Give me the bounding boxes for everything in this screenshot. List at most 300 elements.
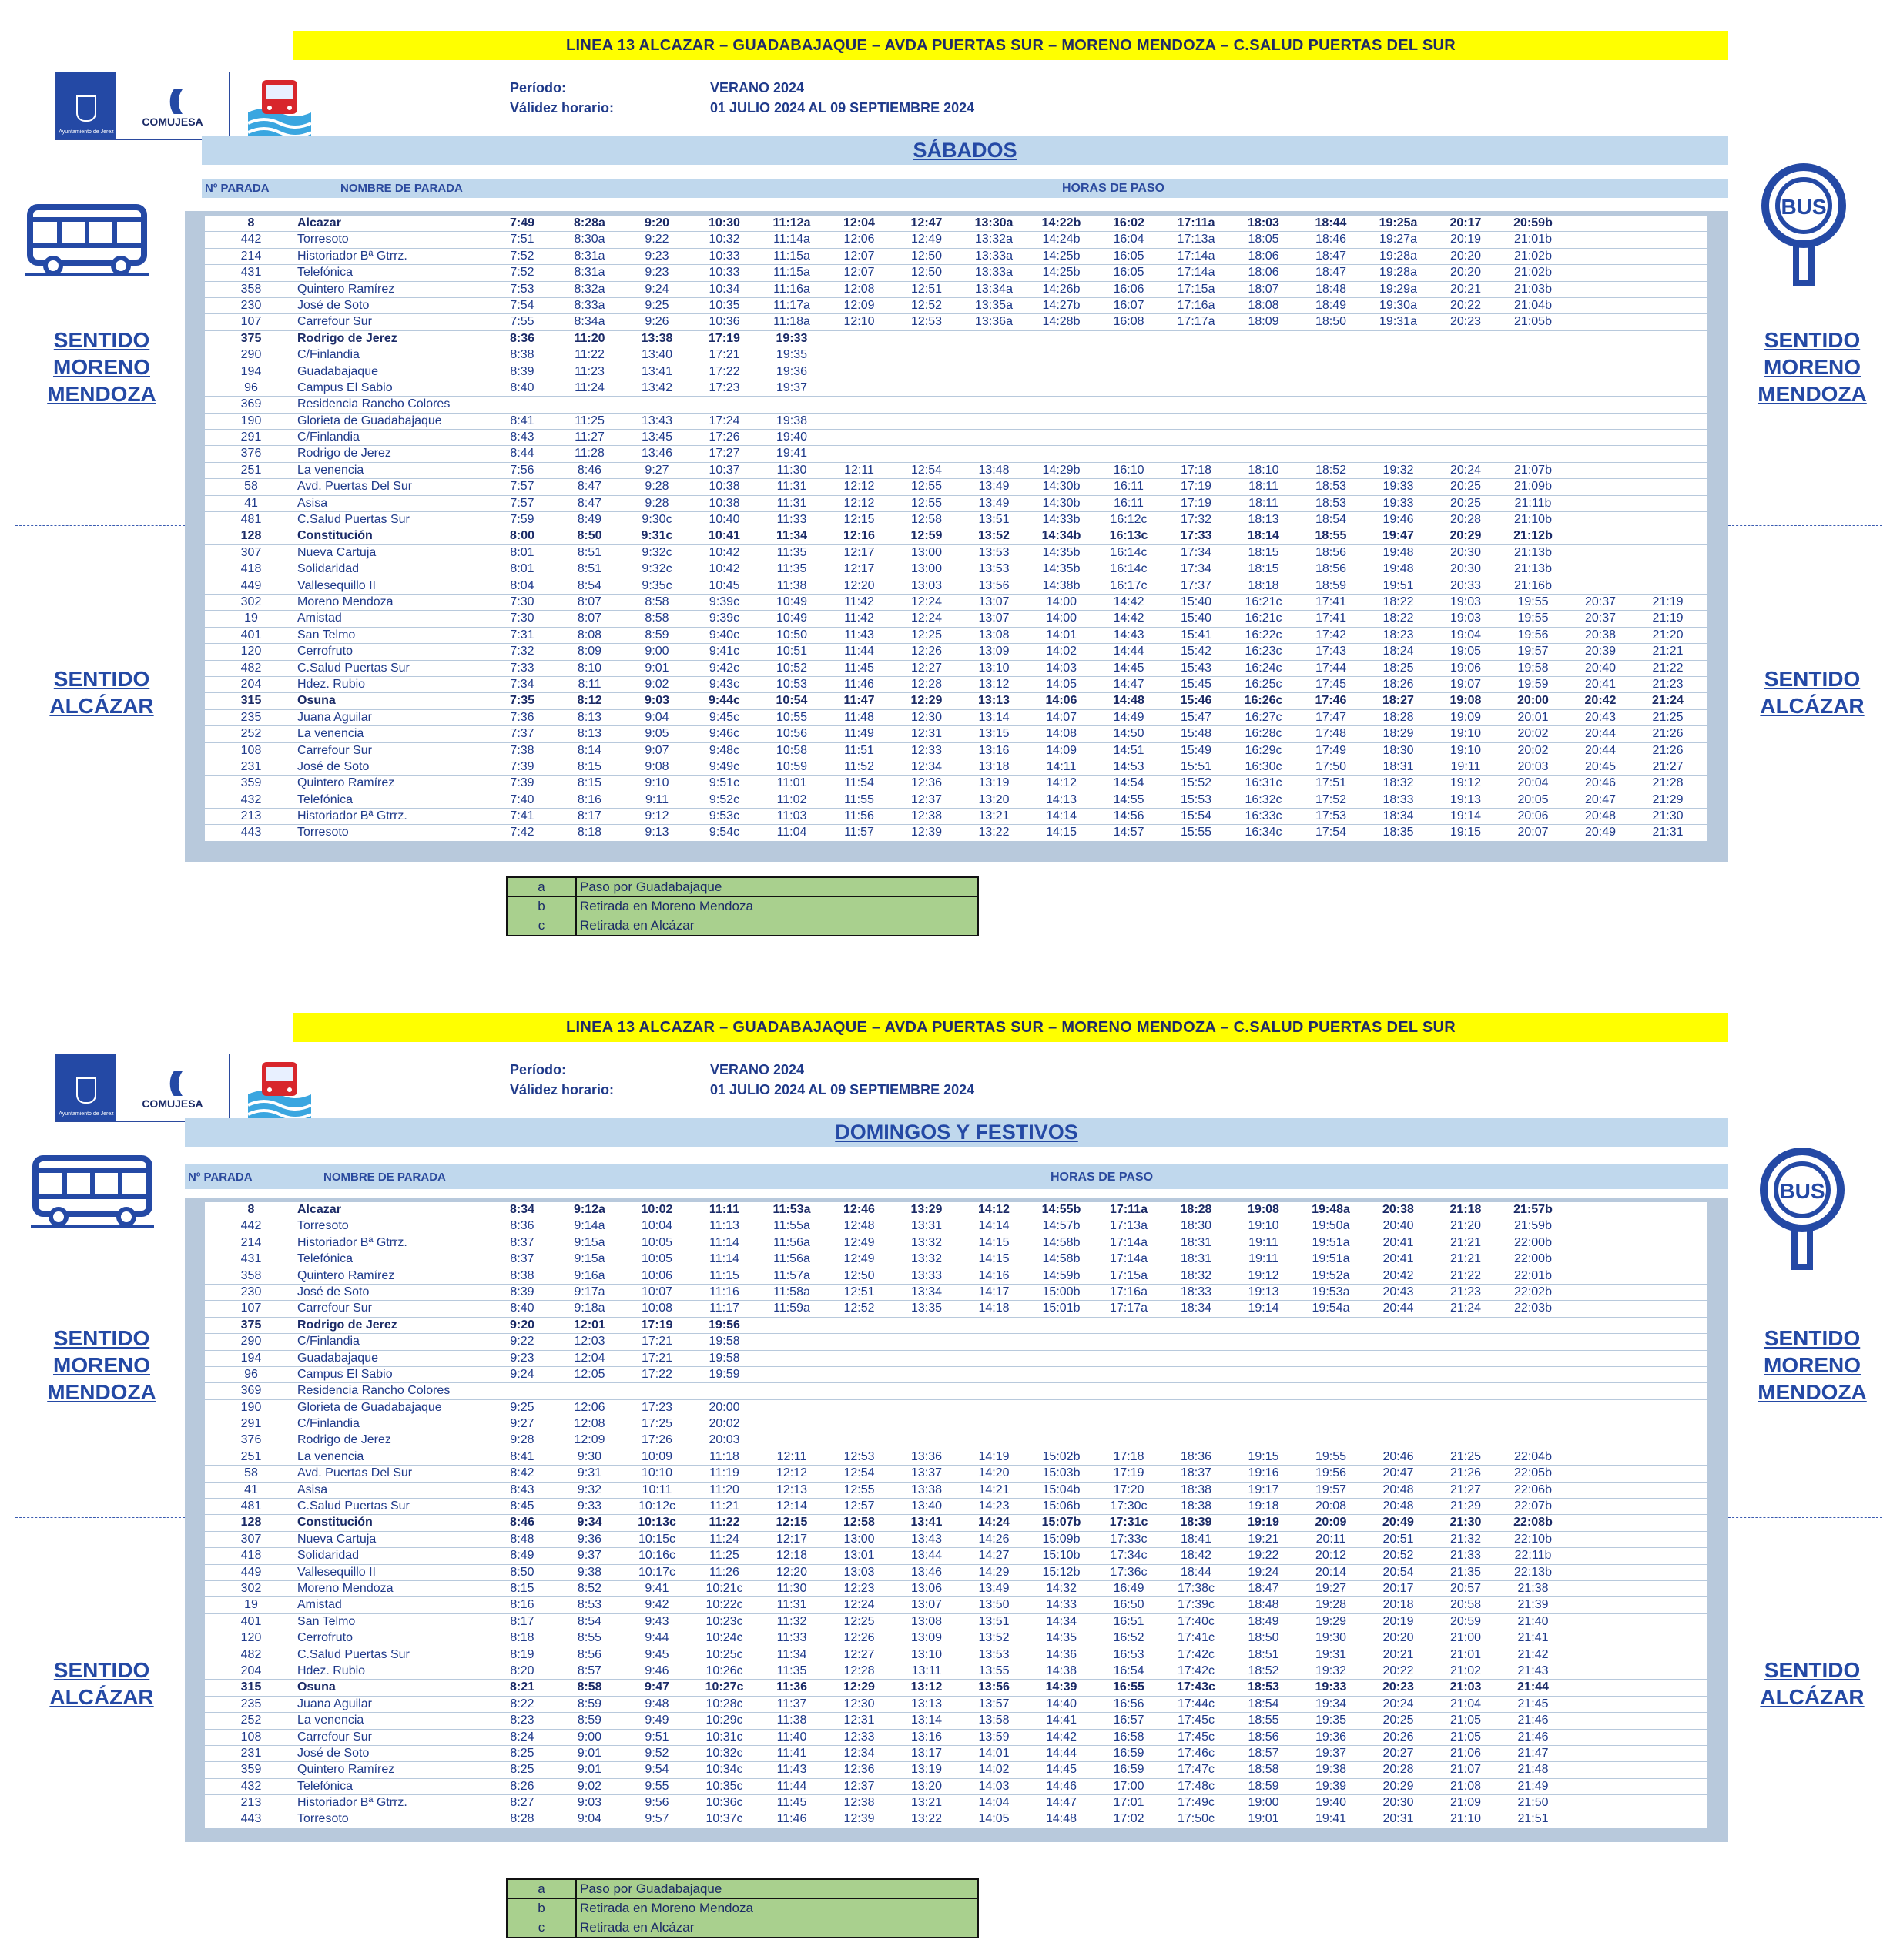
- table-row: [205, 512, 1707, 528]
- departure-time: 21:02b: [1514, 249, 1552, 263]
- departure-time: 21:05: [1449, 1730, 1482, 1744]
- stop-name: Asisa: [297, 1483, 328, 1496]
- departure-time: 8:21: [509, 1680, 535, 1694]
- departure-time: 19:34: [1315, 1697, 1347, 1710]
- departure-time: 9:32: [577, 1483, 602, 1496]
- departure-time: 9:15a: [574, 1235, 605, 1249]
- departure-time: 16:08: [1113, 315, 1144, 329]
- validity-value: 01 JULIO 2024 AL 09 SEPTIEMBRE 2024: [710, 1082, 975, 1097]
- departure-time: 9:01: [577, 1763, 602, 1777]
- departure-time: 19:16: [1248, 1466, 1279, 1480]
- stop-no-header: Nº PARADA: [188, 1171, 253, 1184]
- departure-time: 17:19: [1180, 480, 1212, 494]
- departure-time: 14:21: [978, 1483, 1010, 1496]
- departure-time: 13:01: [843, 1549, 875, 1563]
- bus-icon: [25, 204, 149, 278]
- stop-number: 449: [240, 1565, 262, 1579]
- departure-time: 10:31c: [705, 1730, 743, 1744]
- departure-time: 21:41: [1517, 1631, 1549, 1645]
- departure-time: 18:22: [1382, 595, 1414, 608]
- departure-time: 19:33: [1315, 1680, 1347, 1694]
- departure-time: 20:03: [709, 1433, 740, 1447]
- departure-time: 21:25: [1652, 710, 1684, 724]
- departure-time: 13:12: [910, 1680, 943, 1694]
- departure-time: 9:02: [645, 677, 669, 691]
- departure-time: 21:22: [1449, 1268, 1482, 1282]
- departure-time: 11:22: [575, 348, 605, 362]
- stop-number: 252: [240, 727, 262, 741]
- departure-time: 13:17: [910, 1746, 943, 1760]
- departure-time: 7:51: [510, 233, 534, 246]
- stop-name: Quintero Ramírez: [297, 1763, 395, 1777]
- departure-time: 12:10: [843, 315, 875, 329]
- departure-time: 21:24: [1449, 1302, 1482, 1315]
- table-row: [205, 1483, 1707, 1499]
- departure-time: 17:41: [1315, 611, 1347, 625]
- departure-time: 16:55: [1113, 1680, 1144, 1694]
- departure-time: 8:39: [510, 1285, 534, 1298]
- departure-time: 20:48: [1584, 809, 1617, 823]
- table-row: [205, 1218, 1707, 1235]
- stop-name: Telefónica: [297, 1252, 354, 1266]
- departure-time: 9:17a: [574, 1285, 605, 1298]
- departure-time: 9:11: [645, 792, 669, 806]
- departure-time: 16:59: [1113, 1763, 1144, 1777]
- departure-time: 18:28: [1180, 1203, 1212, 1216]
- departure-time: 21:07: [1449, 1763, 1482, 1777]
- departure-time: 21:26: [1449, 1466, 1482, 1480]
- stop-number: 431: [240, 266, 262, 280]
- stop-name: Amistad: [297, 1598, 342, 1612]
- stop-name: Campus El Sabio: [297, 380, 393, 394]
- departure-time: 11:02: [776, 792, 807, 806]
- departure-time: 12:04: [843, 216, 875, 230]
- departure-time: 21:11b: [1514, 496, 1552, 510]
- departure-time: 11:47: [843, 694, 875, 708]
- departure-time: 10:26c: [705, 1663, 743, 1677]
- departure-time: 12:25: [843, 1614, 875, 1628]
- departure-time: 17:15a: [1110, 1268, 1148, 1282]
- departure-time: 12:06: [574, 1400, 605, 1414]
- departure-time: 13:49: [978, 496, 1010, 510]
- departure-time: 21:04b: [1514, 298, 1552, 312]
- departure-time: 18:11: [1248, 496, 1278, 510]
- departure-time: 9:45c: [709, 710, 740, 724]
- departure-time: 17:47: [1315, 710, 1347, 724]
- departure-time: 13:58: [978, 1714, 1010, 1727]
- stop-name: Historiador Bª Gtrrz.: [297, 809, 407, 823]
- departure-time: 19:52a: [1312, 1268, 1350, 1282]
- departure-time: 14:56: [1113, 809, 1144, 823]
- departure-time: 12:28: [843, 1663, 875, 1677]
- departure-time: 15:46: [1180, 694, 1212, 708]
- departure-time: 20:49: [1382, 1516, 1414, 1529]
- departure-time: 21:05b: [1514, 315, 1552, 329]
- departure-time: 12:24: [843, 1598, 875, 1612]
- departure-time: 7:30: [510, 595, 534, 608]
- departure-time: 16:24c: [1245, 661, 1282, 675]
- stop-name: Nueva Cartuja: [297, 1532, 377, 1546]
- departure-time: 14:26b: [1042, 282, 1081, 296]
- departure-time: 11:45: [776, 1796, 807, 1810]
- stop-name: Quintero Ramírez: [297, 776, 395, 790]
- direction-word: ALCÁZAR: [49, 1685, 154, 1709]
- departure-time: 17:49: [1315, 743, 1347, 757]
- period-value: VERANO 2024: [710, 80, 805, 95]
- departure-time: 8:07: [577, 595, 602, 608]
- departure-time: 10:54: [776, 694, 808, 708]
- departure-time: 18:50: [1315, 315, 1347, 329]
- departure-time: 19:31a: [1379, 315, 1417, 329]
- stop-name: Cerrofruto: [297, 645, 354, 658]
- departure-time: 8:22: [510, 1697, 534, 1710]
- departure-time: 16:57: [1113, 1714, 1144, 1727]
- departure-time: 17:26: [641, 1433, 673, 1447]
- departure-time: 8:18: [577, 826, 602, 839]
- departure-time: 14:19: [978, 1449, 1010, 1463]
- departure-time: 12:24: [910, 611, 943, 625]
- departure-time: 9:08: [645, 759, 669, 773]
- departure-time: 9:47: [644, 1680, 670, 1694]
- departure-time: 15:52: [1180, 776, 1212, 790]
- departure-time: 17:44: [1315, 661, 1347, 675]
- departure-time: 14:43: [1113, 628, 1144, 642]
- departure-time: 17:23: [641, 1400, 673, 1414]
- schedule-table: [185, 1198, 1728, 1842]
- departure-time: 12:50: [910, 266, 943, 280]
- validity-value: 01 JULIO 2024 AL 09 SEPTIEMBRE 2024: [710, 100, 975, 116]
- table-row: [205, 1251, 1707, 1268]
- departure-time: 9:03: [577, 1796, 602, 1810]
- stop-number: 128: [240, 529, 262, 543]
- table-row: [205, 1515, 1707, 1531]
- departure-time: 11:25: [709, 1549, 739, 1563]
- departure-time: 12:49: [843, 1252, 875, 1266]
- departure-time: 11:55: [844, 792, 874, 806]
- stop-name: Carrefour Sur: [297, 743, 372, 757]
- departure-time: 13:53: [978, 545, 1010, 559]
- departure-time: 14:24: [978, 1516, 1010, 1529]
- stop-name: La venencia: [297, 1714, 364, 1727]
- departure-time: 17:19: [1180, 496, 1212, 510]
- departure-time: 9:07: [645, 743, 669, 757]
- line-banner: LINEA 13 ALCAZAR – GUADABAJAQUE – AVDA PUERTAS SUR – MORENO MENDOZA – C.SALUD PUERTAS DEL SUR: [293, 31, 1728, 60]
- departure-time: 12:55: [843, 1483, 875, 1496]
- departure-time: 11:17a: [773, 298, 810, 312]
- departure-time: 12:37: [843, 1779, 875, 1793]
- departure-time: 12:12: [843, 480, 875, 494]
- direction-moreno-left: [32, 327, 171, 407]
- departure-time: 18:58: [1248, 1763, 1279, 1777]
- departure-time: 13:30a: [974, 216, 1014, 230]
- stop-name: Vallesequillo II: [297, 1565, 376, 1579]
- departure-time: 14:02: [978, 1763, 1010, 1777]
- departure-time: 8:15: [577, 776, 602, 790]
- departure-time: 20:43: [1584, 710, 1617, 724]
- legend-row: [508, 1899, 977, 1918]
- departure-time: 18:53: [1248, 1680, 1279, 1694]
- stop-number: 443: [240, 826, 262, 839]
- departure-time: 11:42: [844, 595, 874, 608]
- direction-word: SENTIDO: [1764, 1658, 1861, 1682]
- departure-time: 12:33: [910, 743, 943, 757]
- departure-time: 21:44: [1517, 1680, 1549, 1694]
- departure-time: 11:43: [776, 1763, 807, 1777]
- departure-time: 13:12: [978, 677, 1010, 691]
- stop-number: 481: [240, 1499, 262, 1513]
- stop-number: 375: [240, 331, 262, 345]
- departure-time: 19:04: [1449, 628, 1482, 642]
- departure-time: 11:24: [709, 1532, 739, 1546]
- direction-word: SENTIDO: [1764, 328, 1861, 352]
- table-row: [205, 1811, 1707, 1828]
- stop-number: 291: [240, 431, 262, 444]
- departure-time: 14:30b: [1042, 480, 1081, 494]
- stop-number: 290: [240, 348, 262, 362]
- table-row: [205, 216, 1707, 232]
- departure-time: 13:46: [910, 1565, 943, 1579]
- departure-time: 18:53: [1315, 480, 1347, 494]
- departure-time: 18:31: [1180, 1252, 1212, 1266]
- departure-time: 10:25c: [705, 1647, 743, 1661]
- departure-time: 19:48a: [1312, 1203, 1350, 1216]
- departure-time: 14:34b: [1041, 529, 1081, 543]
- departure-time: 14:03: [978, 1779, 1010, 1793]
- departure-time: 11:36: [776, 1680, 808, 1694]
- departure-time: 15:47: [1180, 710, 1212, 724]
- legend-key: c: [508, 1918, 577, 1937]
- table-row: [205, 1202, 1707, 1218]
- departure-time: 13:00: [843, 1532, 875, 1546]
- departure-time: 15:54: [1180, 809, 1212, 823]
- table-row: [205, 314, 1707, 330]
- departure-time: 10:16c: [638, 1549, 676, 1563]
- departure-time: 14:47: [1113, 677, 1144, 691]
- departure-time: 20:47: [1584, 792, 1617, 806]
- departure-time: 12:50: [843, 1268, 875, 1282]
- departure-time: 19:57: [1517, 645, 1549, 658]
- departure-time: 8:54: [577, 578, 602, 592]
- departure-time: 16:26c: [1244, 694, 1283, 708]
- stop-name: Solidaridad: [297, 1549, 360, 1563]
- departure-time: 17:32: [1180, 513, 1212, 527]
- schedule-rows: [205, 1202, 1707, 1828]
- departure-time: 19:00: [1248, 1796, 1279, 1810]
- stop-name: Juana Aguilar: [297, 1697, 372, 1710]
- departure-time: 18:52: [1248, 1663, 1279, 1677]
- stop-name: Torresoto: [297, 826, 349, 839]
- departure-time: 21:02: [1449, 1663, 1482, 1677]
- departure-time: 9:38: [577, 1565, 602, 1579]
- departure-time: 17:19: [1113, 1466, 1144, 1480]
- departure-time: 20:20: [1449, 266, 1482, 280]
- legend-row: [508, 1880, 977, 1899]
- departure-time: 20:20: [1449, 249, 1482, 263]
- table-row: [205, 1432, 1707, 1449]
- departure-time: 21:06: [1449, 1746, 1482, 1760]
- departure-time: 19:07: [1449, 677, 1482, 691]
- stop-name: C.Salud Puertas Sur: [297, 1499, 410, 1513]
- departure-time: 10:07: [641, 1285, 673, 1298]
- departure-time: 10:56: [776, 727, 808, 741]
- departure-time: 20:11: [1315, 1532, 1346, 1546]
- departure-time: 17:24: [709, 414, 740, 427]
- departure-time: 19:09: [1449, 710, 1482, 724]
- departure-time: 18:24: [1382, 645, 1414, 658]
- table-row: [205, 1466, 1707, 1482]
- departure-time: 8:41: [510, 1449, 534, 1463]
- departure-time: 17:13a: [1110, 1219, 1148, 1233]
- departure-time: 21:03b: [1514, 282, 1552, 296]
- departure-time: 11:59a: [773, 1302, 810, 1315]
- departure-time: 8:17: [510, 1614, 534, 1628]
- departure-time: 19:11: [1248, 1235, 1278, 1249]
- stop-number: 481: [240, 513, 262, 527]
- direction-alcazar-left: [32, 665, 171, 719]
- departure-time: 12:59: [910, 529, 943, 543]
- departure-time: 18:50: [1248, 1631, 1279, 1645]
- departure-time: 16:13c: [1109, 529, 1148, 543]
- ayuntamiento-logo: [56, 1054, 116, 1121]
- departure-time: 12:06: [843, 233, 875, 246]
- departure-time: 11:31: [776, 480, 807, 494]
- departure-time: 11:15a: [773, 266, 810, 280]
- departure-time: 18:31: [1382, 759, 1414, 773]
- departure-time: 19:51a: [1312, 1235, 1350, 1249]
- departure-time: 12:17: [776, 1532, 808, 1546]
- departure-time: 12:34: [843, 1746, 875, 1760]
- departure-time: 13:29: [910, 1203, 943, 1216]
- departure-time: 21:05: [1449, 1714, 1482, 1727]
- departure-time: 8:17: [577, 809, 602, 823]
- stop-name: Hdez. Rubio: [297, 677, 366, 691]
- departure-time: 16:50: [1113, 1598, 1144, 1612]
- departure-time: 20:41: [1382, 1252, 1414, 1266]
- departure-time: 7:56: [510, 463, 534, 477]
- stop-name: Glorieta de Guadabajaque: [297, 414, 442, 427]
- departure-time: 20:30: [1449, 545, 1482, 559]
- departure-time: 9:02: [577, 1779, 602, 1793]
- direction-word: SENTIDO: [1764, 667, 1861, 691]
- departure-time: 10:37: [709, 463, 740, 477]
- departure-time: 8:51: [577, 545, 602, 559]
- departure-time: 17:37: [1180, 578, 1212, 592]
- departure-time: 14:34: [1045, 1614, 1077, 1628]
- departure-time: 17:47c: [1177, 1763, 1215, 1777]
- departure-time: 20:18: [1382, 1598, 1414, 1612]
- departure-time: 14:01: [978, 1746, 1010, 1760]
- departure-time: 17:15a: [1177, 282, 1215, 296]
- departure-time: 20:28: [1382, 1763, 1414, 1777]
- departure-time: 16:04: [1113, 233, 1144, 246]
- departure-time: 19:30: [1315, 1631, 1347, 1645]
- departure-time: 10:06: [641, 1268, 673, 1282]
- departure-time: 14:50: [1113, 727, 1144, 741]
- departure-time: 14:09: [1045, 743, 1077, 757]
- departure-time: 21:30: [1449, 1516, 1482, 1529]
- departure-time: 17:31c: [1109, 1516, 1148, 1529]
- departure-time: 22:10b: [1514, 1532, 1552, 1546]
- departure-time: 14:35: [1045, 1631, 1077, 1645]
- table-row: [205, 759, 1707, 776]
- departure-time: 18:32: [1382, 776, 1414, 790]
- departure-time: 14:28b: [1042, 315, 1081, 329]
- departure-time: 13:38: [910, 1483, 943, 1496]
- stop-name: Rodrigo de Jerez: [297, 1433, 391, 1447]
- departure-time: 21:31: [1652, 826, 1684, 839]
- departure-time: 15:01b: [1042, 1302, 1081, 1315]
- departure-time: 14:15: [978, 1235, 1010, 1249]
- stop-name: La venencia: [297, 727, 364, 741]
- legend-key: c: [508, 916, 577, 935]
- table-row: [205, 776, 1707, 792]
- departure-time: 20:24: [1449, 463, 1482, 477]
- departure-time: 18:15: [1248, 545, 1279, 559]
- departure-time: 21:29: [1449, 1499, 1482, 1513]
- departure-time: 9:30c: [642, 513, 672, 527]
- departure-time: 12:36: [843, 1763, 875, 1777]
- comujesa-logo: [116, 72, 229, 139]
- departure-time: 11:58a: [773, 1285, 810, 1298]
- departure-time: 9:00: [577, 1730, 602, 1744]
- departure-time: 17:21: [709, 348, 740, 362]
- departure-time: 7:42: [510, 826, 534, 839]
- departure-time: 21:00: [1449, 1631, 1482, 1645]
- departure-time: 19:03: [1449, 611, 1482, 625]
- departure-time: 19:58: [1517, 661, 1549, 675]
- departure-time: 8:43: [510, 431, 534, 444]
- departure-time: 19:55: [1517, 611, 1549, 625]
- stop-number: 235: [240, 1697, 262, 1710]
- departure-time: 18:11: [1248, 480, 1278, 494]
- departure-time: 21:13b: [1514, 562, 1552, 576]
- departure-time: 13:19: [978, 776, 1010, 790]
- departure-time: 13:51: [978, 513, 1010, 527]
- departure-time: 9:23: [645, 249, 669, 263]
- departure-time: 15:02b: [1042, 1449, 1081, 1463]
- departure-time: 13:11: [911, 1663, 942, 1677]
- stop-name: Quintero Ramírez: [297, 1268, 395, 1282]
- departure-time: 8:42: [510, 1466, 534, 1480]
- departure-time: 17:22: [709, 364, 740, 378]
- departure-time: 22:05b: [1514, 1466, 1552, 1480]
- departure-time: 15:00b: [1042, 1285, 1081, 1298]
- stop-number: 376: [240, 447, 262, 461]
- departure-time: 17:16a: [1177, 298, 1215, 312]
- legend-text: Retirada en Alcázar: [580, 1920, 695, 1935]
- stop-number: 8: [247, 216, 255, 230]
- departure-time: 9:40c: [709, 628, 740, 642]
- departure-time: 11:18a: [773, 315, 810, 329]
- bus-front-logo-icon: [245, 74, 314, 143]
- departure-time: 9:24: [645, 282, 669, 296]
- departure-time: 17:51: [1315, 776, 1347, 790]
- departure-time: 9:35c: [642, 578, 672, 592]
- departure-time: 8:43: [510, 1483, 534, 1496]
- departure-time: 9:00: [645, 645, 669, 658]
- departure-time: 11:57: [844, 826, 874, 839]
- departure-time: 14:49: [1113, 710, 1144, 724]
- stop-name: La venencia: [297, 463, 364, 477]
- departure-time: 8:34: [509, 1203, 535, 1216]
- table-row: [205, 1663, 1707, 1680]
- departure-time: 14:44: [1045, 1746, 1077, 1760]
- departure-time: 9:48c: [709, 743, 740, 757]
- validity-label: Válidez horario:: [510, 100, 615, 116]
- stop-number: 213: [240, 809, 262, 823]
- stop-number: 96: [244, 1367, 258, 1381]
- departure-time: 14:36: [1045, 1647, 1077, 1661]
